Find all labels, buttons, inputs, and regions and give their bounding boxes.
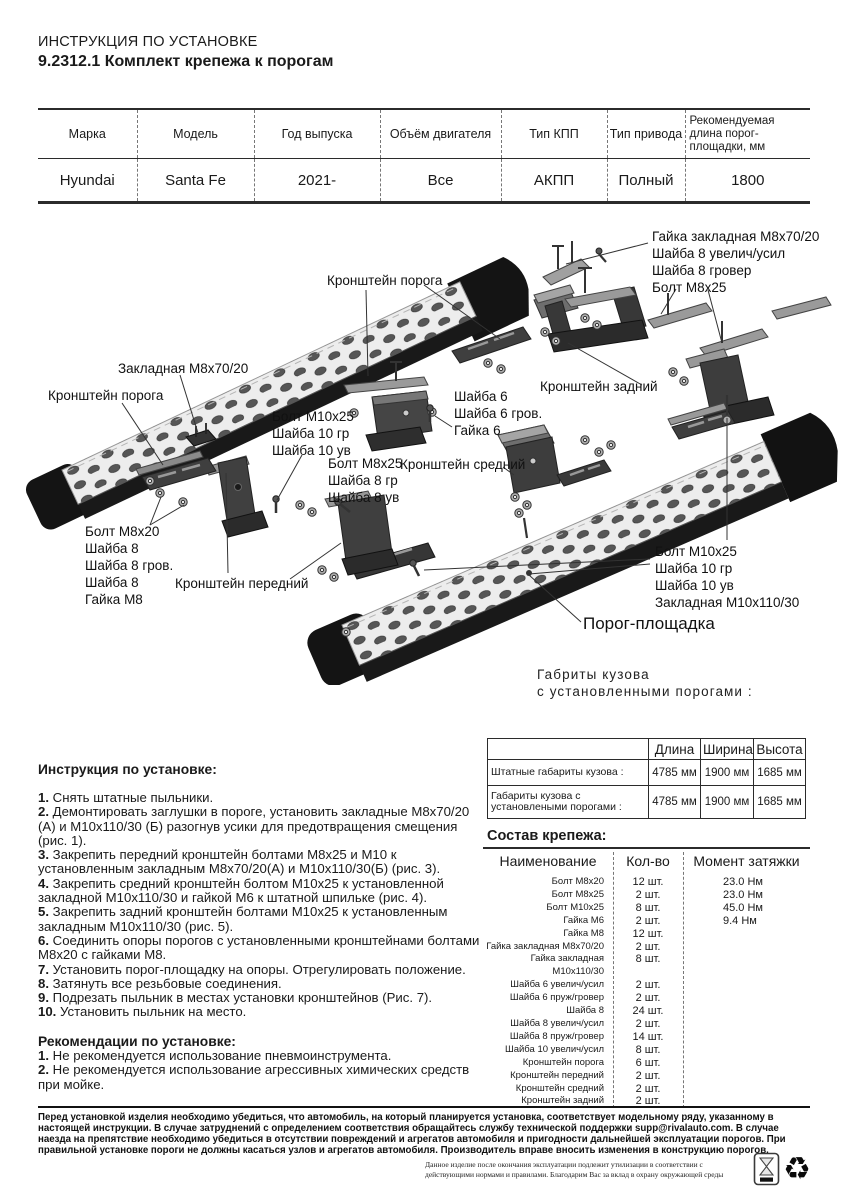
- hardware-heading: Состав крепежа:: [487, 828, 607, 844]
- col-model: Модель: [137, 109, 254, 159]
- vehicle-spec-table: [38, 108, 810, 204]
- vehicle-header-row: [38, 109, 810, 159]
- diagram-label-board: Порог-площадка: [583, 614, 715, 633]
- diagram-label-bolt-m8: Болт М8х25 Шайба 8 гр Шайба 8 ув: [328, 456, 403, 505]
- col-gearbox: Тип КПП: [501, 109, 607, 159]
- hardware-row: Кронштейн задний 2 шт.: [521, 1095, 661, 1108]
- diagram-label-rear-hardware: Гайка закладная М8х70/20 Шайба 8 увелич/усил Шайба 8 гровер Болт М8х25: [652, 229, 820, 295]
- dims-col-height: Высота: [754, 739, 806, 760]
- bracket-slotted-center: [557, 460, 611, 486]
- hardware-header-row: [483, 853, 810, 869]
- dims-row-with-boards: Габариты кузова с установлеными порогами : 4785 мм 1900 мм 1685 мм: [488, 786, 806, 819]
- dims-col-width: Ширина: [701, 739, 754, 760]
- recycle-icon: ♻: [783, 1151, 811, 1187]
- col-brand: Марка: [38, 109, 137, 159]
- year-value: 2021-: [254, 159, 380, 203]
- diagram-label-sill-bracket-left: Кронштейн порога: [48, 388, 164, 403]
- install-diagram: [0, 215, 848, 685]
- diagram-label-front-bracket: Кронштейн передний: [175, 576, 309, 591]
- col-engine: Объём двигателя: [380, 109, 501, 159]
- hw-col-qty: Кол-во: [626, 853, 670, 869]
- bracket-tall-left: [206, 456, 268, 537]
- recommendation-item: 1. Не рекомендуется использование пневмоинструмента.: [38, 1048, 392, 1063]
- hw-col-name: Наименование: [499, 853, 597, 869]
- diagram-label-embedded-m8: Закладная М8х70/20: [118, 361, 249, 376]
- hardware-row: Шайба 8 увелич/усил 2 шт.: [510, 1017, 661, 1030]
- hw-col-torque: Момент затяжки: [693, 853, 800, 869]
- col-drive: Тип привода: [607, 109, 685, 159]
- diagram-label-washer-6: Шайба 6 Шайба 6 гров. Гайка 6: [454, 389, 543, 438]
- instruction-step: 10. Установить пыльник на место.: [38, 1004, 247, 1020]
- hardware-row: Шайба 6 пруж/гровер 2 шт.: [509, 992, 661, 1005]
- drive-value: Полный: [607, 159, 685, 203]
- col-year: Год выпуска: [254, 109, 380, 159]
- diagram-label-bolt-m10-left: Болт М10х25 Шайба 10 гр Шайба 10 ув: [272, 409, 354, 458]
- hardware-row: Гайка М8 12 шт.: [563, 927, 664, 940]
- model-value: Santa Fe: [137, 159, 254, 203]
- hardware-row: Гайка закладная М8х70/20 2 шт.: [486, 940, 661, 953]
- eco-icons: [753, 1152, 811, 1186]
- dims-row-stock: Штатные габариты кузова : 4785 мм 1900 мм 1685 мм: [488, 760, 806, 786]
- doc-title: ИНСТРУКЦИЯ ПО УСТАНОВКЕ: [38, 34, 258, 50]
- hardware-row: Гайка М6 2 шт. 9.4 Нм: [563, 914, 757, 927]
- recommendation-item: 2. Не рекомендуется использование агрессивных химических средств при мойке.: [38, 1062, 470, 1092]
- engine-value: Все: [380, 159, 501, 203]
- vehicle-data-row: [38, 159, 810, 203]
- hardware-row: Шайба 8 пруж/гровер 14 шт.: [509, 1030, 664, 1043]
- length-value: 1800: [685, 159, 810, 203]
- hardware-row: Кронштейн порога 6 шт.: [522, 1056, 661, 1069]
- installation-instructions: [38, 762, 485, 1020]
- hardware-row: Кронштейн средний 2 шт.: [515, 1082, 661, 1095]
- body-dimensions-heading: Габриты кузова с установленными порогами :: [537, 667, 753, 699]
- hardware-row: Болт М10х25 8 шт. 45.0 Нм: [546, 901, 763, 914]
- instruction-step: 3. Закрепить передний кронштейн болтами М8х25 и М10 к установленным закладным М8х70/20(А) и М10х110/30(Б) (рис. 3).: [38, 847, 441, 877]
- gearbox-value: АКПП: [501, 159, 607, 203]
- diagram-label-middle-bracket: Кронштейн средний: [400, 457, 526, 472]
- brand-value: Hyundai: [59, 171, 115, 189]
- hardware-row: Болт М8х20 12 шт. 23.0 Нм: [551, 876, 763, 888]
- hardware-rows: [483, 876, 810, 1108]
- instruction-step: 2. Демонтировать заглушки в пороге, установить закладные М8х70/20 (А) и М10х110/30 (Б) разогнув усики для предотвращения смещения (рис. 1).: [38, 804, 470, 848]
- instruction-step: 4. Закрепить средний кронштейн болтом М10х25 к установленной закладной М10х110/30 и гайкой М6 к штатной шпильке (рис. 4).: [38, 875, 444, 906]
- hardware-rule: [483, 847, 810, 849]
- recommendations-heading: Рекомендации по установке:: [38, 1034, 236, 1049]
- hardware-row: Болт М8х25 2 шт. 23.0 Нм: [551, 888, 763, 901]
- dims-col-length: Длина: [649, 739, 701, 760]
- instruction-step: 9. Подрезать пыльник в местах установки кронштейнов (Рис. 7).: [38, 990, 433, 1006]
- instructions-heading: Инструкция по установке:: [38, 762, 217, 777]
- col-length: Рекомендуемая длина порог-площадки, мм: [685, 109, 810, 159]
- instruction-step: 1. Снять штатные пыльники.: [38, 790, 214, 805]
- dims-empty-cell: [488, 739, 649, 760]
- hardware-row: Гайка закладная М10х110/30 8 шт.: [530, 953, 661, 978]
- diagram-label-bolt-m8x20: Болт М8х20 Шайба 8 Шайба 8 гров. Шайба 8 Гайка М8: [85, 524, 174, 607]
- instruction-step: 6. Соединить опоры порогов с установленными кронштейнами болтами М8х20 с гайками М8.: [38, 932, 480, 963]
- footer-warning: Перед установкой изделия необходимо убедиться, что автомобиль, на который планируется установка, соответствует модельному ряду, указанному в настоящей инструкции. В случае затруднений с определением соответствия обращайтесь службу технической поддержки supp@rivalauto.com. В случае наезда на препятствие необходимо убедиться в отсутствии повреждений и агрегатов автомобиля и пригодности дальнейшей эксплуатации порогов. При правильной установке пороги не должны касаться узлов и агрегатов автомобиля. Производитель вправе вносить изменения в конструкцию порогов.: [38, 1106, 810, 1156]
- hourglass-icon: [753, 1152, 780, 1186]
- hardware-kit-table: [483, 828, 810, 1108]
- deck-stud: [526, 570, 532, 576]
- installation-recommendations: [38, 1034, 485, 1092]
- instruction-step: 5. Закрепить задний кронштейн болтами М10х25 к установленным закладным М10х110/30 (рис. 5).: [38, 904, 448, 934]
- diagram-label-rear-bracket: Кронштейн задний: [540, 379, 658, 394]
- hardware-row: Кронштейн передний 2 шт.: [510, 1069, 661, 1082]
- bracket-strip-top: [543, 241, 606, 285]
- hardware-row: Шайба 10 увелич/усил 8 шт.: [505, 1043, 661, 1056]
- doc-subtitle: 9.2312.1 Комплект крепежа к порогам: [38, 53, 334, 70]
- instruction-step: 8. Затянуть все резьбовые соединения.: [38, 975, 282, 991]
- diagram-label-bolt-m10-right: Болт М10х25 Шайба 10 гр Шайба 10 ув Закладная М10х110/30: [655, 544, 800, 610]
- title-block: [38, 34, 333, 71]
- instruction-step: 7. Установить порог-площадку на опоры. Отрегулировать положение.: [38, 961, 466, 977]
- hardware-row: Шайба 8 24 шт.: [566, 1005, 664, 1018]
- hardware-row: Шайба 6 увелич/усил 2 шт.: [510, 979, 661, 992]
- eco-note: Данное изделие после окончания эксплуатации подлежит утилизации в соответствии с действующими нормами и правилами. Благодарим Вас за вклад в охрану окружающей среды: [425, 1160, 724, 1179]
- diagram-label-sill-bracket-top: Кронштейн порога: [327, 273, 443, 288]
- dimensions-table: [487, 738, 806, 819]
